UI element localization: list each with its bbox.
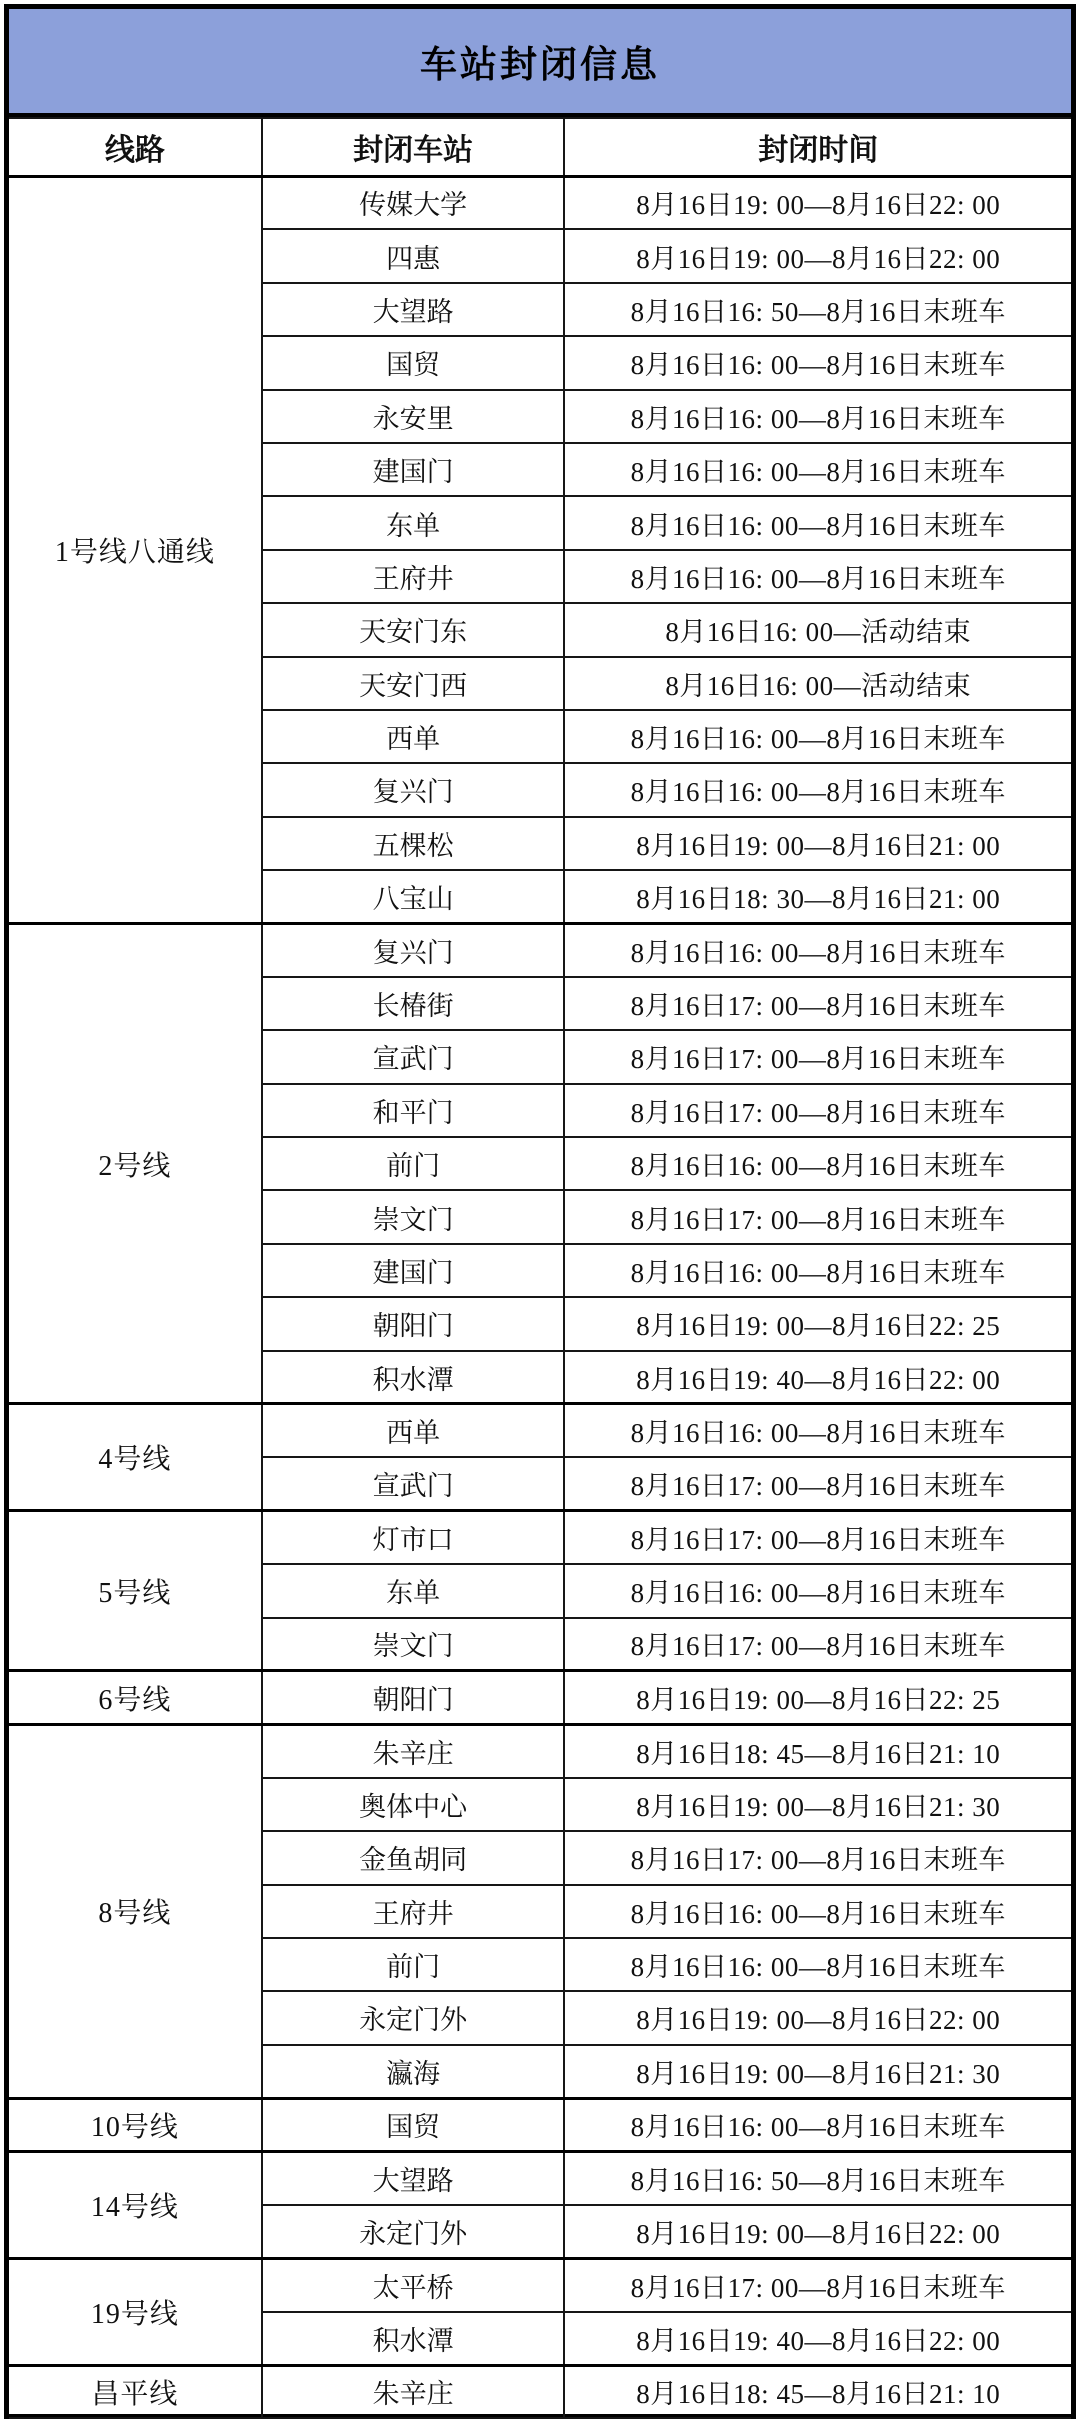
line-cell: 10号线 bbox=[9, 2098, 262, 2151]
table-row bbox=[9, 1404, 1071, 1457]
station-cell: 永定门外 bbox=[262, 2205, 565, 2258]
station-cell: 五棵松 bbox=[262, 817, 565, 870]
page-title: 车站封闭信息 bbox=[420, 45, 660, 86]
station-cell: 永定门外 bbox=[262, 1991, 565, 2044]
time-cell: 8月16日16: 00—8月16日末班车 bbox=[564, 763, 1071, 816]
time-cell: 8月16日17: 00—8月16日末班车 bbox=[564, 1084, 1071, 1137]
time-cell: 8月16日16: 50—8月16日末班车 bbox=[564, 283, 1071, 336]
time-cell: 8月16日17: 00—8月16日末班车 bbox=[564, 1511, 1071, 1564]
station-cell: 朱辛庄 bbox=[262, 2365, 565, 2418]
station-cell: 宣武门 bbox=[262, 1030, 565, 1083]
time-cell: 8月16日16: 00—8月16日末班车 bbox=[564, 496, 1071, 549]
time-cell: 8月16日17: 00—8月16日末班车 bbox=[564, 977, 1071, 1030]
station-cell: 复兴门 bbox=[262, 923, 565, 976]
time-cell: 8月16日18: 45—8月16日21: 10 bbox=[564, 2365, 1071, 2418]
time-cell: 8月16日16: 00—8月16日末班车 bbox=[564, 1938, 1071, 1991]
time-cell: 8月16日16: 00—8月16日末班车 bbox=[564, 1404, 1071, 1457]
station-cell: 大望路 bbox=[262, 283, 565, 336]
time-cell: 8月16日19: 00—8月16日22: 00 bbox=[564, 176, 1071, 229]
station-cell: 四惠 bbox=[262, 229, 565, 282]
time-cell: 8月16日17: 00—8月16日末班车 bbox=[564, 1030, 1071, 1083]
station-cell: 金鱼胡同 bbox=[262, 1831, 565, 1884]
time-cell: 8月16日16: 00—8月16日末班车 bbox=[564, 2098, 1071, 2151]
station-cell: 前门 bbox=[262, 1137, 565, 1190]
station-cell: 崇文门 bbox=[262, 1190, 565, 1243]
time-cell: 8月16日16: 00—8月16日末班车 bbox=[564, 1137, 1071, 1190]
station-cell: 天安门西 bbox=[262, 657, 565, 710]
station-cell: 建国门 bbox=[262, 1244, 565, 1297]
table-row bbox=[9, 176, 1071, 229]
time-cell: 8月16日17: 00—8月16日末班车 bbox=[564, 2258, 1071, 2311]
station-cell: 崇文门 bbox=[262, 1618, 565, 1671]
station-cell: 建国门 bbox=[262, 443, 565, 496]
station-cell: 天安门东 bbox=[262, 603, 565, 656]
station-cell: 西单 bbox=[262, 1404, 565, 1457]
time-cell: 8月16日19: 00—8月16日21: 00 bbox=[564, 817, 1071, 870]
station-cell: 国贸 bbox=[262, 2098, 565, 2151]
table-row bbox=[9, 2098, 1071, 2151]
title-bar bbox=[9, 9, 1071, 117]
station-cell: 长椿街 bbox=[262, 977, 565, 1030]
station-cell: 积水潭 bbox=[262, 2312, 565, 2365]
time-cell: 8月16日19: 40—8月16日22: 00 bbox=[564, 2312, 1071, 2365]
table-row bbox=[9, 1671, 1071, 1724]
station-cell: 永安里 bbox=[262, 390, 565, 443]
station-cell: 奥体中心 bbox=[262, 1778, 565, 1831]
line-cell: 4号线 bbox=[9, 1404, 262, 1511]
station-cell: 朝阳门 bbox=[262, 1297, 565, 1350]
station-cell: 国贸 bbox=[262, 336, 565, 389]
time-cell: 8月16日19: 00—8月16日22: 25 bbox=[564, 1297, 1071, 1350]
line-cell: 8号线 bbox=[9, 1724, 262, 2098]
station-cell: 积水潭 bbox=[262, 1351, 565, 1404]
time-cell: 8月16日16: 50—8月16日末班车 bbox=[564, 2151, 1071, 2204]
table-row bbox=[9, 923, 1071, 976]
station-cell: 八宝山 bbox=[262, 870, 565, 923]
station-cell: 灯市口 bbox=[262, 1511, 565, 1564]
time-cell: 8月16日18: 45—8月16日21: 10 bbox=[564, 1724, 1071, 1777]
line-cell: 昌平线 bbox=[9, 2365, 262, 2418]
table-row bbox=[9, 2258, 1071, 2311]
closure-table bbox=[9, 117, 1071, 2419]
time-cell: 8月16日19: 00—8月16日22: 00 bbox=[564, 1991, 1071, 2044]
time-cell: 8月16日16: 00—活动结束 bbox=[564, 657, 1071, 710]
station-cell: 朱辛庄 bbox=[262, 1724, 565, 1777]
table-row bbox=[9, 1511, 1071, 1564]
station-cell: 王府井 bbox=[262, 1885, 565, 1938]
time-cell: 8月16日16: 00—8月16日末班车 bbox=[564, 1564, 1071, 1617]
time-cell: 8月16日19: 40—8月16日22: 00 bbox=[564, 1351, 1071, 1404]
header-row bbox=[9, 118, 1071, 176]
station-cell: 和平门 bbox=[262, 1084, 565, 1137]
time-cell: 8月16日16: 00—8月16日末班车 bbox=[564, 1244, 1071, 1297]
table-frame bbox=[4, 4, 1076, 2419]
line-cell: 1号线八通线 bbox=[9, 176, 262, 923]
station-cell: 前门 bbox=[262, 1938, 565, 1991]
time-cell: 8月16日19: 00—8月16日22: 00 bbox=[564, 229, 1071, 282]
time-cell: 8月16日16: 00—8月16日末班车 bbox=[564, 1885, 1071, 1938]
station-cell: 王府井 bbox=[262, 550, 565, 603]
line-cell: 19号线 bbox=[9, 2258, 262, 2365]
station-cell: 复兴门 bbox=[262, 763, 565, 816]
time-cell: 8月16日19: 00—8月16日22: 00 bbox=[564, 2205, 1071, 2258]
line-cell: 5号线 bbox=[9, 1511, 262, 1671]
time-cell: 8月16日19: 00—8月16日21: 30 bbox=[564, 2045, 1071, 2098]
table-body bbox=[9, 176, 1071, 2418]
time-cell: 8月16日16: 00—8月16日末班车 bbox=[564, 550, 1071, 603]
time-cell: 8月16日16: 00—8月16日末班车 bbox=[564, 336, 1071, 389]
table-row bbox=[9, 1724, 1071, 1777]
station-cell: 太平桥 bbox=[262, 2258, 565, 2311]
time-cell: 8月16日16: 00—8月16日末班车 bbox=[564, 443, 1071, 496]
station-cell: 西单 bbox=[262, 710, 565, 763]
station-cell: 大望路 bbox=[262, 2151, 565, 2204]
line-cell: 2号线 bbox=[9, 923, 262, 1404]
table-row bbox=[9, 2151, 1071, 2204]
time-cell: 8月16日19: 00—8月16日22: 25 bbox=[564, 1671, 1071, 1724]
time-cell: 8月16日17: 00—8月16日末班车 bbox=[564, 1190, 1071, 1243]
time-cell: 8月16日16: 00—8月16日末班车 bbox=[564, 390, 1071, 443]
station-cell: 朝阳门 bbox=[262, 1671, 565, 1724]
col-header-time: 封闭时间 bbox=[564, 118, 1071, 176]
line-cell: 14号线 bbox=[9, 2151, 262, 2258]
time-cell: 8月16日17: 00—8月16日末班车 bbox=[564, 1457, 1071, 1510]
station-cell: 瀛海 bbox=[262, 2045, 565, 2098]
time-cell: 8月16日17: 00—8月16日末班车 bbox=[564, 1831, 1071, 1884]
table-row bbox=[9, 2365, 1071, 2418]
table-header bbox=[9, 118, 1071, 176]
col-header-line: 线路 bbox=[9, 118, 262, 176]
time-cell: 8月16日17: 00—8月16日末班车 bbox=[564, 1618, 1071, 1671]
time-cell: 8月16日19: 00—8月16日21: 30 bbox=[564, 1778, 1071, 1831]
station-cell: 传媒大学 bbox=[262, 176, 565, 229]
line-cell: 6号线 bbox=[9, 1671, 262, 1724]
time-cell: 8月16日16: 00—活动结束 bbox=[564, 603, 1071, 656]
time-cell: 8月16日16: 00—8月16日末班车 bbox=[564, 710, 1071, 763]
time-cell: 8月16日18: 30—8月16日21: 00 bbox=[564, 870, 1071, 923]
station-cell: 东单 bbox=[262, 1564, 565, 1617]
time-cell: 8月16日16: 00—8月16日末班车 bbox=[564, 923, 1071, 976]
col-header-station: 封闭车站 bbox=[262, 118, 565, 176]
station-cell: 宣武门 bbox=[262, 1457, 565, 1510]
station-cell: 东单 bbox=[262, 496, 565, 549]
